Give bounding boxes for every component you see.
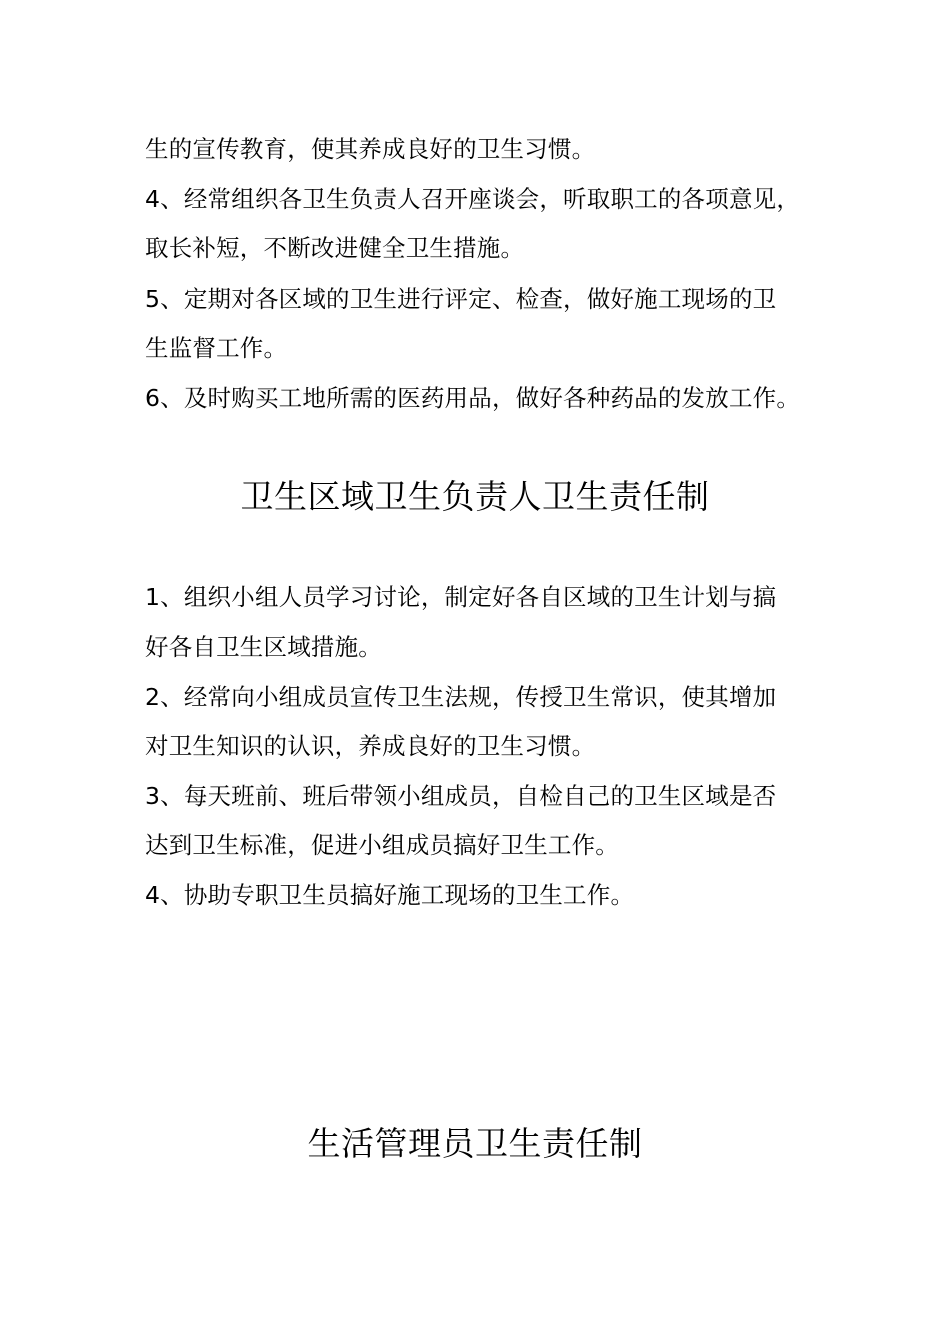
paragraph-line: 6、及时购买工地所需的医药用品，做好各种药品的发放工作。 xyxy=(145,384,801,412)
paragraph-line: 4、协助专职卫生员搞好施工现场的卫生工作。 xyxy=(145,881,635,909)
paragraph-line: 2、经常向小组成员宣传卫生法规，传授卫生常识，使其增加 xyxy=(145,683,777,711)
paragraph-line: 3、每天班前、班后带领小组成员，自检自己的卫生区域是否 xyxy=(145,782,777,810)
paragraph-line: 生监督工作。 xyxy=(145,334,288,362)
section-heading: 生活管理员卫生责任制 xyxy=(307,1124,643,1163)
paragraph-line: 达到卫生标准，促进小组成员搞好卫生工作。 xyxy=(145,831,619,859)
paragraph-line: 生的宣传教育，使其养成良好的卫生习惯。 xyxy=(145,135,596,163)
paragraph-line: 取长补短，不断改进健全卫生措施。 xyxy=(145,234,525,262)
paragraph-line: 对卫生知识的认识，养成良好的卫生习惯。 xyxy=(145,732,596,760)
section-heading: 卫生区域卫生负责人卫生责任制 xyxy=(240,477,710,516)
paragraph-line: 1、组织小组人员学习讨论，制定好各自区域的卫生计划与搞 xyxy=(145,583,777,611)
paragraph-line: 5、定期对各区域的卫生进行评定、检查，做好施工现场的卫 xyxy=(145,285,777,313)
paragraph-line: 好各自卫生区域措施。 xyxy=(145,633,382,661)
paragraph-line: 4、经常组织各卫生负责人召开座谈会，听取职工的各项意见， xyxy=(145,185,801,213)
